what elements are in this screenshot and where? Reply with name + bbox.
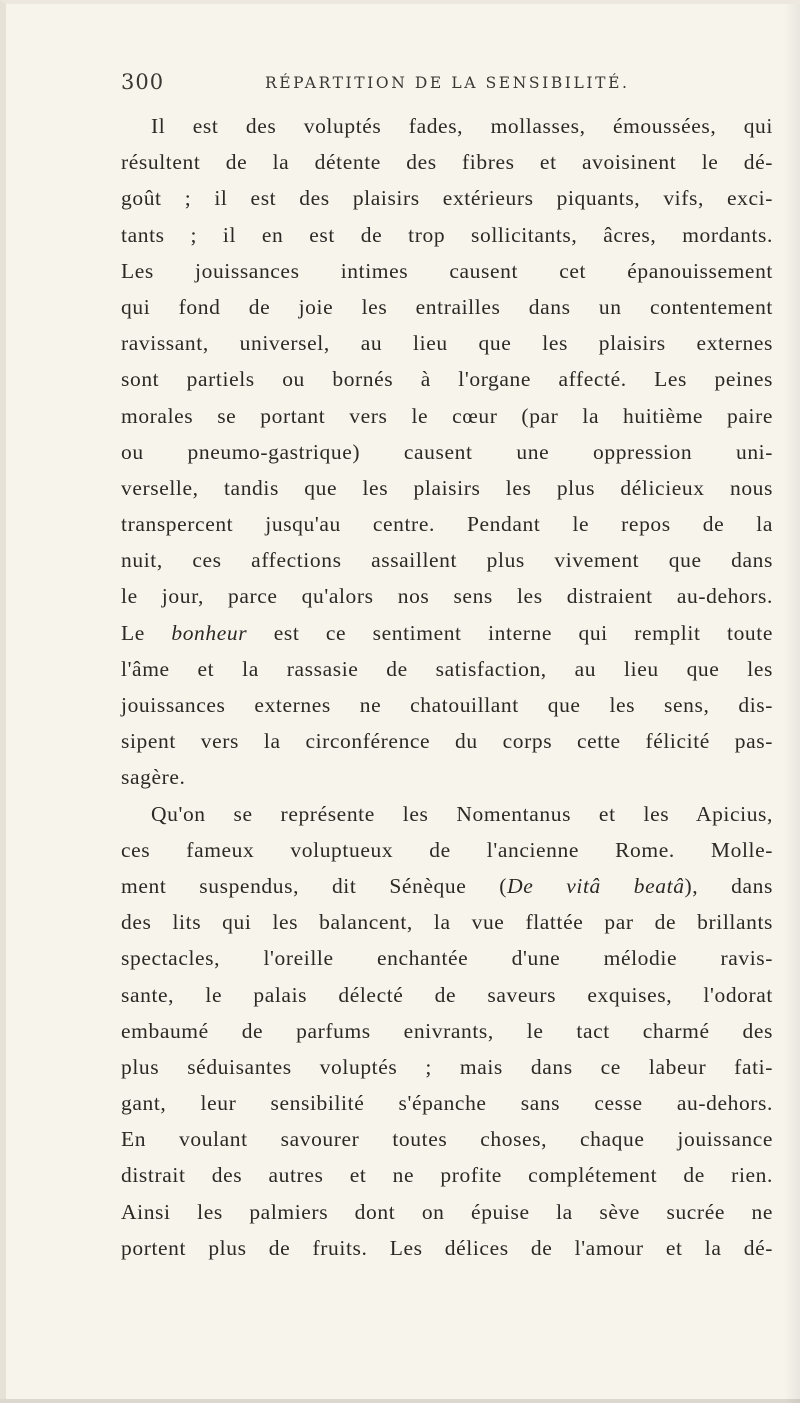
text-line: sagère.	[121, 765, 186, 790]
text-line: Il est des voluptés fades, mollasses, émoussées, qui	[151, 114, 773, 138]
text-line	[121, 615, 773, 651]
text-line: ou pneumo-gastrique) causent une oppression uni-	[121, 439, 773, 464]
text-line: plus séduisantes voluptés ; mais dans ce labeur fati-	[121, 1054, 773, 1079]
body-text	[121, 108, 773, 1266]
text-fragment: ment suspendus, dit Sénèque (	[121, 873, 508, 898]
text-line: jouissances externes ne chatouillant que les sens, dis-	[121, 693, 773, 717]
text-line: embaumé de parfums enivrants, le tact charmé des	[121, 1018, 773, 1043]
text-line	[121, 868, 773, 904]
text-line: gant, leur sensibilité s'épanche sans cesse au-dehors.	[121, 1091, 773, 1116]
page-edge-shadow	[784, 4, 800, 1403]
text-line: spectacles, l'oreille enchantée d'une mélodie ravis-	[121, 946, 773, 971]
text-line: Ainsi les palmiers dont on épuise la sève sucrée ne	[121, 1199, 773, 1224]
text-line: tants ; il en est de trop sollicitants, âcres, mordants.	[121, 222, 773, 247]
text-fragment: est ce sentiment interne qui remplit toute	[247, 620, 773, 645]
text-line: Les jouissances intimes causent cet épanouissement	[121, 258, 773, 283]
italic-term-bonheur: bonheur	[171, 620, 248, 645]
text-line: le jour, parce qu'alors nos sens les distraient au-dehors.	[121, 584, 773, 609]
running-head: RÉPARTITION DE LA SENSIBILITÉ.	[265, 74, 630, 92]
text-line: sont partiels ou bornés à l'organe affecté. Les peines	[121, 367, 773, 392]
italic-title-de-vita-beata: De vitâ beatâ	[507, 873, 685, 898]
text-line: résultent de la détente des fibres et avoisinent le dé-	[121, 150, 773, 175]
page-header	[121, 70, 691, 98]
page-number: 300	[121, 70, 165, 94]
text-line: nuit, ces affections assaillent plus vivement que dans	[121, 548, 773, 573]
text-fragment: ), dans	[684, 873, 773, 898]
text-line: ravissant, universel, au lieu que les plaisirs externes	[121, 331, 773, 356]
text-line: ces fameux voluptueux de l'ancienne Rome. Molle-	[121, 837, 773, 862]
text-line: transpercent jusqu'au centre. Pendant le repos de la	[121, 512, 773, 537]
text-line: sante, le palais délecté de saveurs exquises, l'odorat	[121, 982, 773, 1007]
text-line: Qu'on se représente les Nomentanus et les Apicius,	[151, 801, 773, 826]
text-line: distrait des autres et ne profite complétement de rien.	[121, 1163, 773, 1188]
text-line: morales se portant vers le cœur (par la huitième paire	[121, 403, 773, 428]
text-line: En voulant savourer toutes choses, chaque jouissance	[121, 1127, 773, 1152]
text-fragment: Le	[121, 620, 172, 645]
text-line: portent plus de fruits. Les délices de l'amour et la dé-	[121, 1235, 773, 1260]
text-line: sipent vers la circonférence du corps cette félicité pas-	[121, 729, 773, 754]
text-line: des lits qui les balancent, la vue flattée par de brillants	[121, 910, 773, 935]
text-line: goût ; il est des plaisirs extérieurs piquants, vifs, exci-	[121, 186, 773, 211]
text-line: l'âme et la rassasie de satisfaction, au lieu que les	[121, 656, 773, 681]
text-line: verselle, tandis que les plaisirs les plus délicieux nous	[121, 475, 773, 500]
text-line: qui fond de joie les entrailles dans un contentement	[121, 294, 773, 319]
